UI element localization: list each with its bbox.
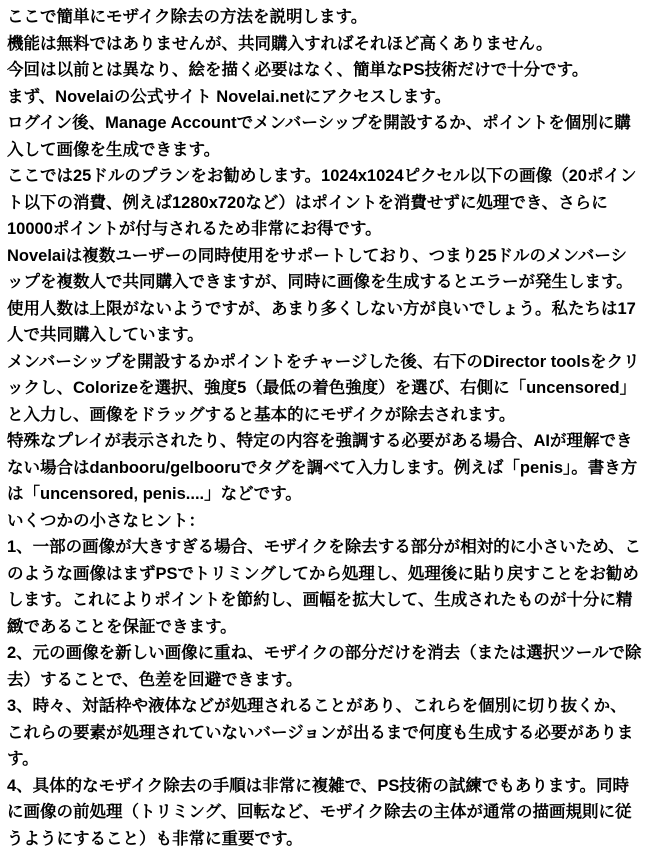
paragraph-hint-1: 1、一部の画像が大きすぎる場合、モザイクを除去する部分が相対的に小さいため、このような画像はまずPSでトリミングしてから処理し、処理後に貼り戻すことをお勧めします。これによりポイントを節約し、画幅を拡大して、生成されたものが十分に精緻であることを保証できます。: [7, 534, 642, 640]
paragraph-cost: 機能は無料ではありませんが、共同購入すればそれほど高くありません。: [7, 31, 642, 58]
paragraph-hint-2: 2、元の画像を新しい画像に重ね、モザイクの部分だけを消去（または選択ツールで除去）することで、色差を回避できます。: [7, 640, 642, 693]
paragraph-intro: ここで簡単にモザイク除去の方法を説明します。: [7, 4, 642, 31]
paragraph-director-tools: メンバーシップを開設するかポイントをチャージした後、右下のDirector toolsをクリックし、Colorizeを選択、強度5（最低の着色強度）を選び、右側に「uncensored」と入力し、画像をドラッグすると基本的にモザイクが除去されます。: [7, 349, 642, 429]
paragraph-tags: 特殊なプレイが表示されたり、特定の内容を強調する必要がある場合、AIが理解できない場合はdanbooru/gelbooruでタグを調べて入力します。例えば「penis」。書き方は「uncensored, penis....」などです。: [7, 428, 642, 508]
paragraph-hint-4: 4、具体的なモザイク除去の手順は非常に複雑で、PS技術の試練でもあります。同時に画像の前処理（トリミング、回転など、モザイク除去の主体が通常の描画規則に従うようにすること）も非常に重要です。: [7, 773, 642, 852]
paragraph-site-access: まず、Novelaiの公式サイト Novelai.netにアクセスします。: [7, 84, 642, 111]
paragraph-hints-heading: いくつかの小さなヒント：: [7, 508, 642, 535]
paragraph-shared-purchase: Novelaiは複数ユーザーの同時使用をサポートしており、つまり25ドルのメンバーシップを複数人で共同購入できますが、同時に画像を生成するとエラーが発生します。使用人数は上限がないようですが、あまり多くしない方が良いでしょう。私たちは17人で共同購入しています。: [7, 243, 642, 349]
paragraph-login: ログイン後、Manage Accountでメンバーシップを開設するか、ポイントを個別に購入して画像を生成できます。: [7, 110, 642, 163]
paragraph-hint-3: 3、時々、対話枠や液体などが処理されることがあり、これらを個別に切り抜くか、これらの要素が処理されていないバージョンが出るまで何度も生成する必要があります。: [7, 693, 642, 773]
paragraph-plan-recommendation: ここでは25ドルのプランをお勧めします。1024x1024ピクセル以下の画像（20ポイント以下の消費、例えば1280x720など）はポイントを消費せずに処理でき、さらに10000ポイントが付与されるため非常にお得です。: [7, 163, 642, 243]
paragraph-skill: 今回は以前とは異なり、絵を描く必要はなく、簡単なPS技術だけで十分です。: [7, 57, 642, 84]
